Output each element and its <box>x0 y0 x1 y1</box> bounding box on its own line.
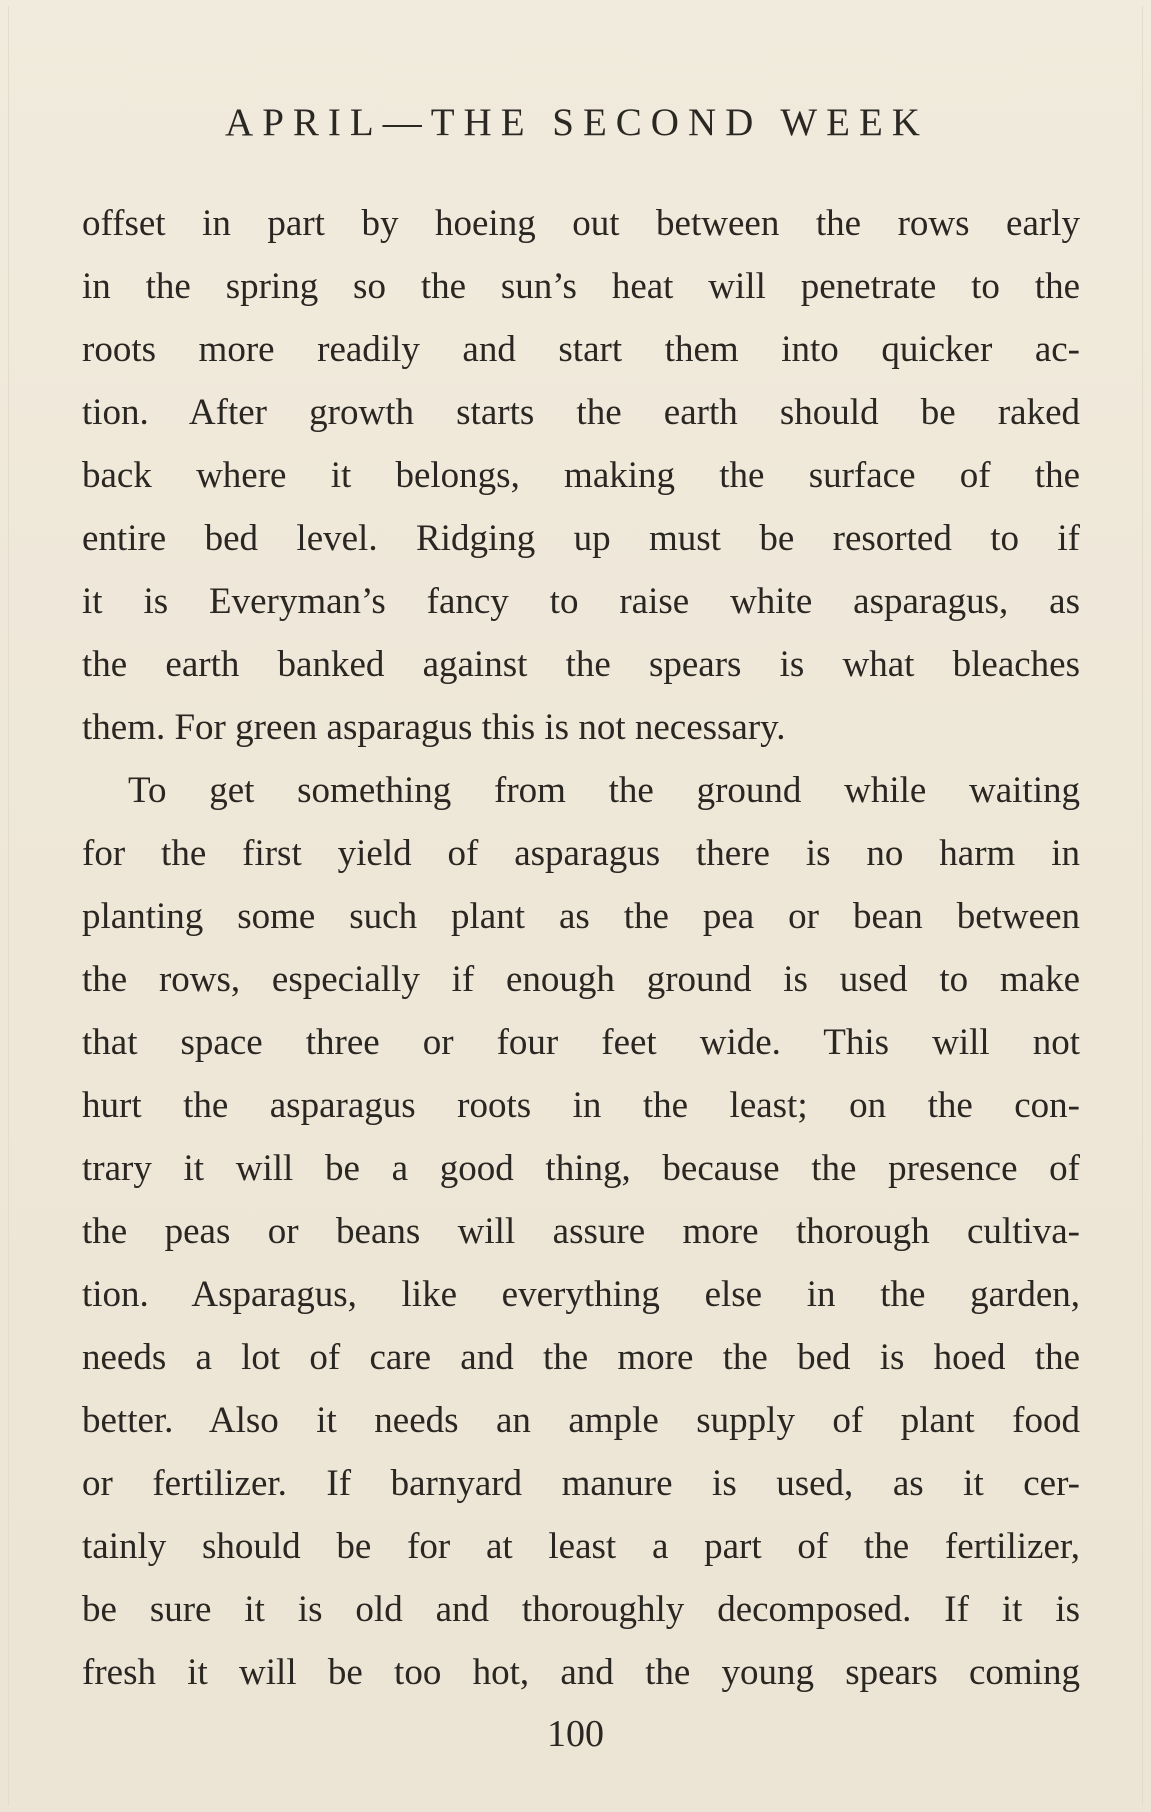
text-line-19: needs a lot of care and the more the bed is hoed the <box>82 1337 1080 1378</box>
text-line-11: for the first yield of asparagus there is no harm in <box>82 833 1080 874</box>
text-line-8: the earth banked against the spears is what bleaches <box>82 644 1080 685</box>
text-line-14: that space three or four feet wide. This will not <box>82 1022 1080 1063</box>
text-line-3: roots more readily and start them into quicker ac- <box>82 329 1080 370</box>
text-line-4: tion. After growth starts the earth should be raked <box>82 392 1080 433</box>
body-text <box>82 192 1080 1704</box>
text-line-12: planting some such plant as the pea or bean between <box>82 896 1080 937</box>
text-line-1: offset in part by hoeing out between the rows early <box>82 203 1080 244</box>
text-line-2: in the spring so the sun’s heat will penetrate to the <box>82 266 1080 307</box>
text-line-23: be sure it is old and thoroughly decomposed. If it is <box>82 1589 1080 1630</box>
text-line-22: tainly should be for at least a part of the fertilizer, <box>82 1526 1080 1567</box>
text-line-20: better. Also it needs an ample supply of plant food <box>82 1400 1080 1441</box>
text-line-16: trary it will be a good thing, because the presence of <box>82 1148 1080 1189</box>
text-line-15: hurt the asparagus roots in the least; on the con- <box>82 1085 1080 1126</box>
text-line-21: or fertilizer. If barnyard manure is used, as it cer- <box>82 1463 1080 1504</box>
text-line-17: the peas or beans will assure more thorough cultiva- <box>82 1211 1080 1252</box>
text-line-10: To get something from the ground while waiting <box>128 770 1080 811</box>
text-line-24: fresh it will be too hot, and the young spears coming <box>82 1652 1080 1693</box>
page-number: 100 <box>547 1713 604 1755</box>
text-line-7: it is Everyman’s fancy to raise white asparagus, as <box>82 581 1080 622</box>
text-line-18: tion. Asparagus, like everything else in the garden, <box>82 1274 1080 1315</box>
running-head: APRIL—THE SECOND WEEK <box>225 101 929 144</box>
text-line-6: entire bed level. Ridging up must be resorted to if <box>82 518 1080 559</box>
text-line-13: the rows, especially if enough ground is used to make <box>82 959 1080 1000</box>
text-line-5: back where it belongs, making the surface of the <box>82 455 1080 496</box>
text-line-9: them. For green asparagus this is not necessary. <box>82 707 786 748</box>
